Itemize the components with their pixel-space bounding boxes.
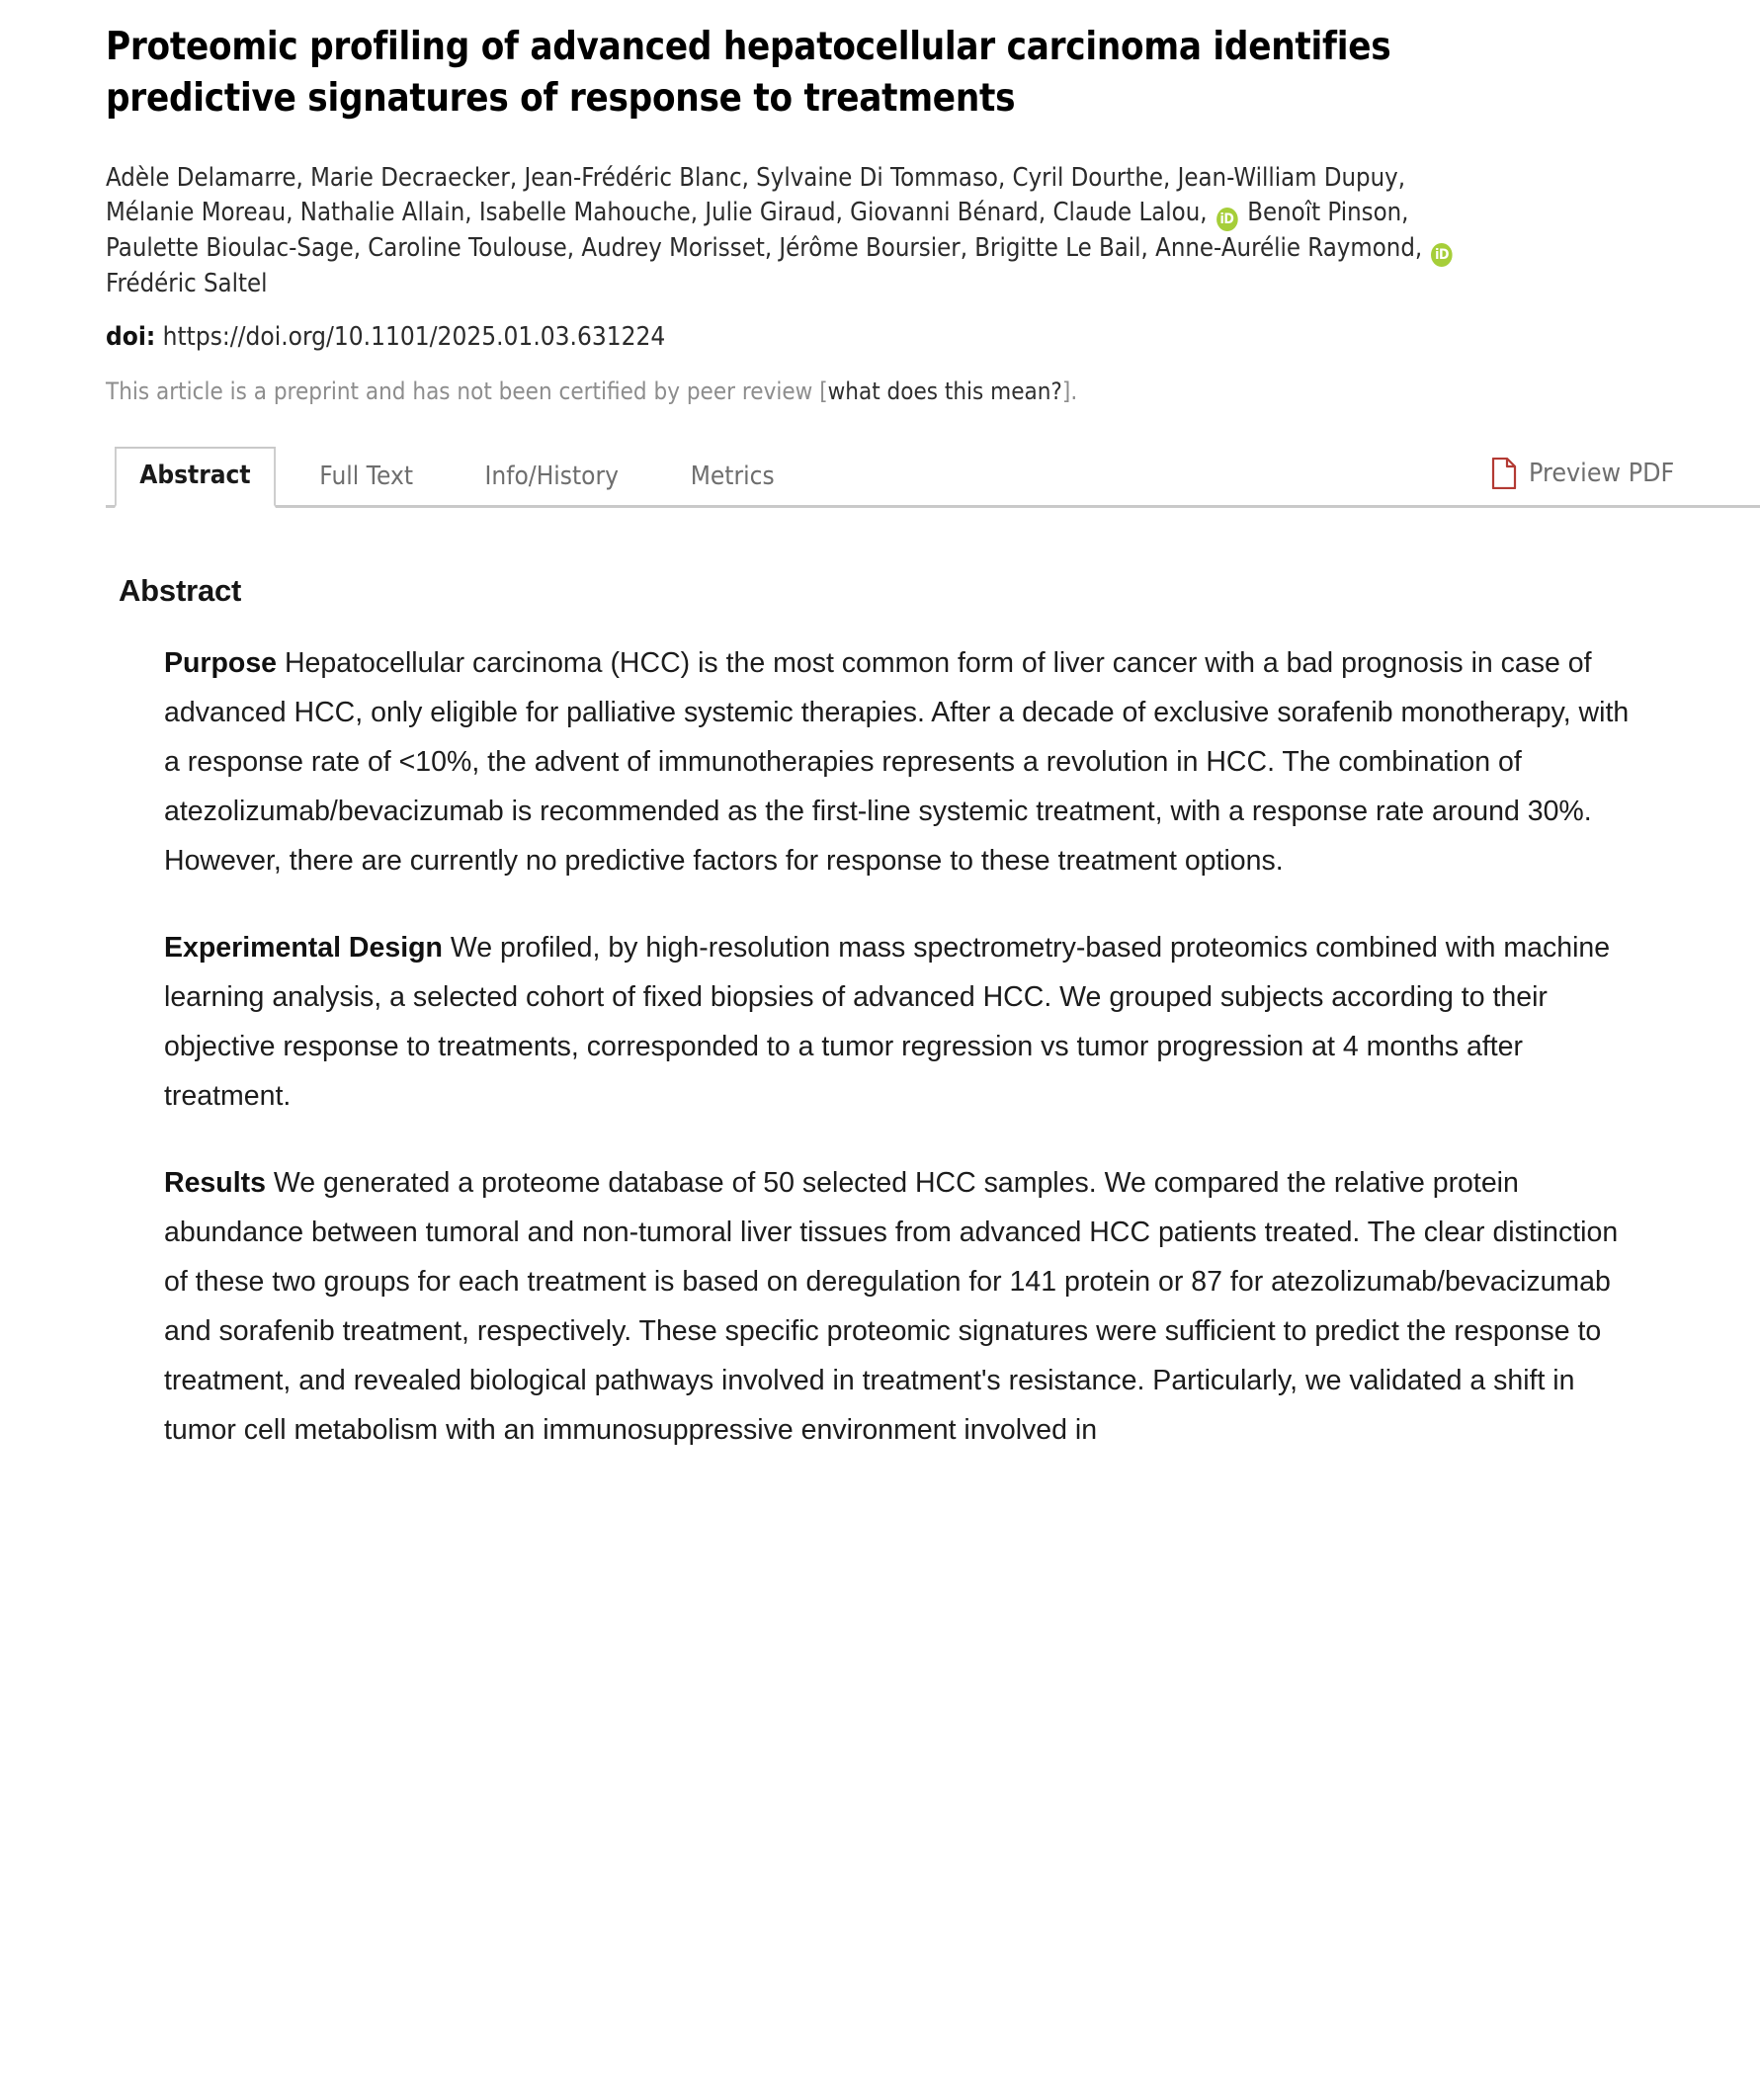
tab-metrics-label: Metrics [690,462,775,492]
bracket-open: [ [819,377,828,405]
author-names-part-3: Frédéric Saltel [106,268,268,298]
abstract-section-purpose [164,638,1640,885]
abstract-body [119,638,1640,1455]
abstract-section-text: We generated a proteome database of 50 selected HCC samples. We compared the relative protein abundance between tumoral and non-tumoral liver tissues from advanced HCC patients treated. The clear distinction of these two groups for each treatment is based on deregulation for 141 protein or 87 for atezolizumab/bevacizumab and sorafenib treatment, respectively. These specific proteomic signatures were sufficient to predict the response to treatment, and revealed biological pathways involved in treatment's resistance. Particularly, we validated a shift in tumor cell metabolism with an immunosuppressive environment involved in [164,1167,1619,1447]
tab-abstract-label: Abstract [139,461,251,491]
abstract-section-results [164,1158,1640,1455]
doi-link[interactable]: https://doi.org/10.1101/2025.01.03.631224 [162,322,666,353]
abstract-section-text: We profiled, by high-resolution mass spectrometry-based proteomics combined with machine learning analysis, a selected cohort of fixed biopsies of advanced HCC. We grouped subjects according to their objective response to treatments, corresponded to a tumor regression vs tumor progression at 4 months after treatment. [164,932,1611,1113]
pdf-file-icon [1491,458,1517,489]
tab-full-text[interactable] [293,450,440,505]
tab-info-history[interactable] [459,450,645,505]
tabbar-wrap [0,447,1760,508]
what-does-this-mean-link[interactable]: what does this mean? [827,377,1062,405]
preview-pdf-button[interactable] [1491,446,1756,505]
abstract-content [0,573,1760,1455]
doi-label: doi: [106,322,156,353]
article-header [0,0,1760,407]
tab-metrics[interactable] [663,450,800,505]
abstract-heading: Abstract [119,573,242,609]
abstract-section-lead: Experimental Design [164,932,443,965]
tab-full-text-label: Full Text [319,462,413,492]
orcid-icon[interactable]: iD [1431,243,1453,267]
tabbar [106,447,1760,508]
tab-info-history-label: Info/History [484,462,620,492]
preprint-notice [106,377,1497,407]
abstract-section-lead: Purpose [164,647,278,680]
page-title: Proteomic profiling of advanced hepatocellular carcinoma identifies predictive signatures of response to treatments [106,25,1391,121]
abstract-section-text: Hepatocellular carcinoma (HCC) is the most common form of liver cancer with a bad prognosis in case of advanced HCC, only eligible for palliative systemic therapies. After a decade of exclusive sorafenib monotherapy, with a response rate of <10%, the advent of immunotherapies represents a revolution in HCC. The combination of atezolizumab/bevacizumab is recommended as the first-line systemic treatment, with a response rate around 30%. However, there are currently no predictive factors for response to these treatment options. [164,647,1630,878]
abstract-section-experimental-design [164,923,1640,1121]
bracket-close: ]. [1061,377,1078,405]
preprint-notice-text: This article is a preprint and has not been certified by peer review [106,377,820,405]
author-names-part-2: Benoît Pinson, Paulette Bioulac-Sage, Caroline Toulouse, Audrey Morisset, Jérôme Boursier, Brigitte Le Bail, Anne-Aurélie Raymond, [106,197,1423,263]
abstract-section-lead: Results [164,1167,266,1200]
author-list [106,161,1497,301]
preview-pdf-label: Preview PDF [1528,459,1675,489]
orcid-icon[interactable]: iD [1216,208,1238,231]
doi-line [106,321,1497,355]
author-names-part-1: Adèle Delamarre, Marie Decraecker, Jean-Frédéric Blanc, Sylvaine Di Tommaso, Cyril Dourthe, Jean-William Dupuy, Mélanie Moreau, Nathalie Allain, Isabelle Mahouche, Julie Giraud, Giovanni Bénard, Claude Lalou, [106,162,1406,227]
tab-abstract[interactable] [115,447,276,508]
